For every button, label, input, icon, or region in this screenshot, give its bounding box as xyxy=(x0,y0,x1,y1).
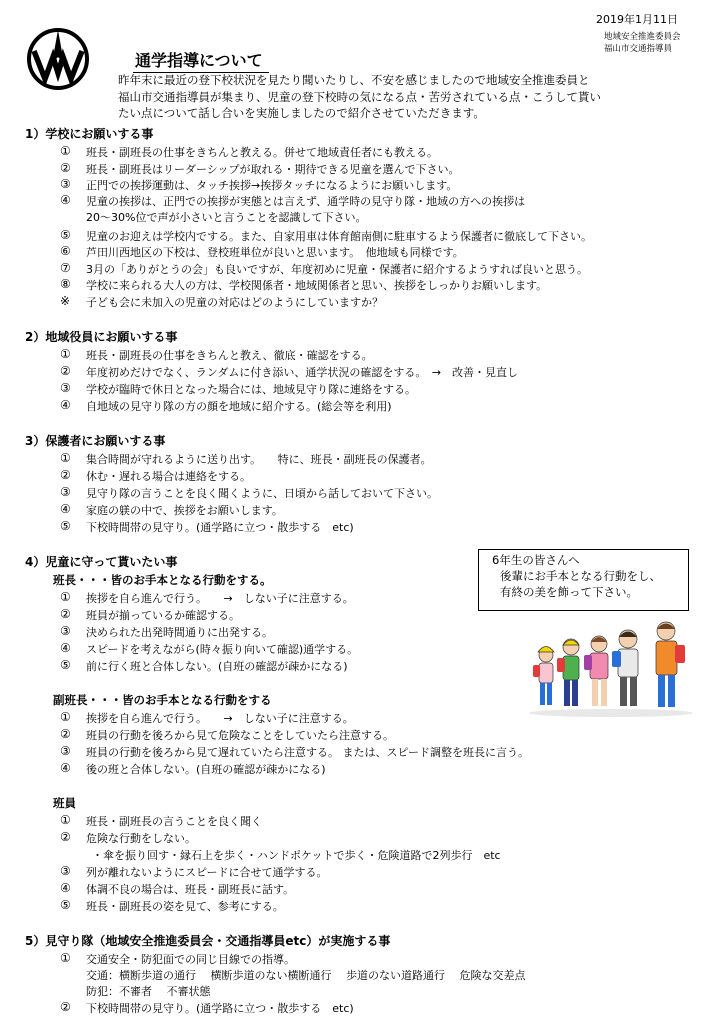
section-heading: 3）保護者にお願いする事 xyxy=(25,434,166,448)
date: 2019年1月11日 xyxy=(596,13,678,26)
section-heading: 1）学校にお願いする事 xyxy=(25,127,154,141)
section-heading: 2）地域役員にお願いする事 xyxy=(25,330,178,344)
box-line: 後輩にお手本となる行動をし、 xyxy=(500,569,661,583)
message-box xyxy=(478,549,689,611)
subsection-heading-vice: 副班長・・・皆のお手本となる行動をする xyxy=(53,693,272,707)
box-line: 有終の美を飾って下さい。 xyxy=(500,585,638,599)
intro-text: 昨年末に最近の登下校状況を見たり聞いたりし、不安を感じましたので地域安全推進委員と xyxy=(118,73,590,87)
org-name: 福山市交通指導員 xyxy=(604,44,673,54)
section-heading: 4）児童に守って貰いたい事 xyxy=(25,555,178,569)
intro-text: 福山市交通指導員が集まり、児童の登下校時の気になる点・苦労されている点・こうして貰い xyxy=(118,90,601,104)
subsection-heading-member: 班員 xyxy=(53,796,76,810)
subsection-heading-leader: 班長・・・皆のお手本となる行動をする。 xyxy=(53,573,272,587)
page-title: 通学指導について xyxy=(133,48,269,73)
org-name: 地域安全推進委員会 xyxy=(604,32,681,42)
intro-text: たい点について話し合いを実施しましたので紹介させていただきます。 xyxy=(118,106,485,120)
city-emblem-logo xyxy=(26,27,90,91)
box-line: 6年生の皆さんへ xyxy=(492,553,580,567)
section-heading: 5）見守り隊（地域安全推進委員会・交通指導員etc）が実施する事 xyxy=(25,934,391,948)
children-walking-illustration xyxy=(526,617,696,717)
